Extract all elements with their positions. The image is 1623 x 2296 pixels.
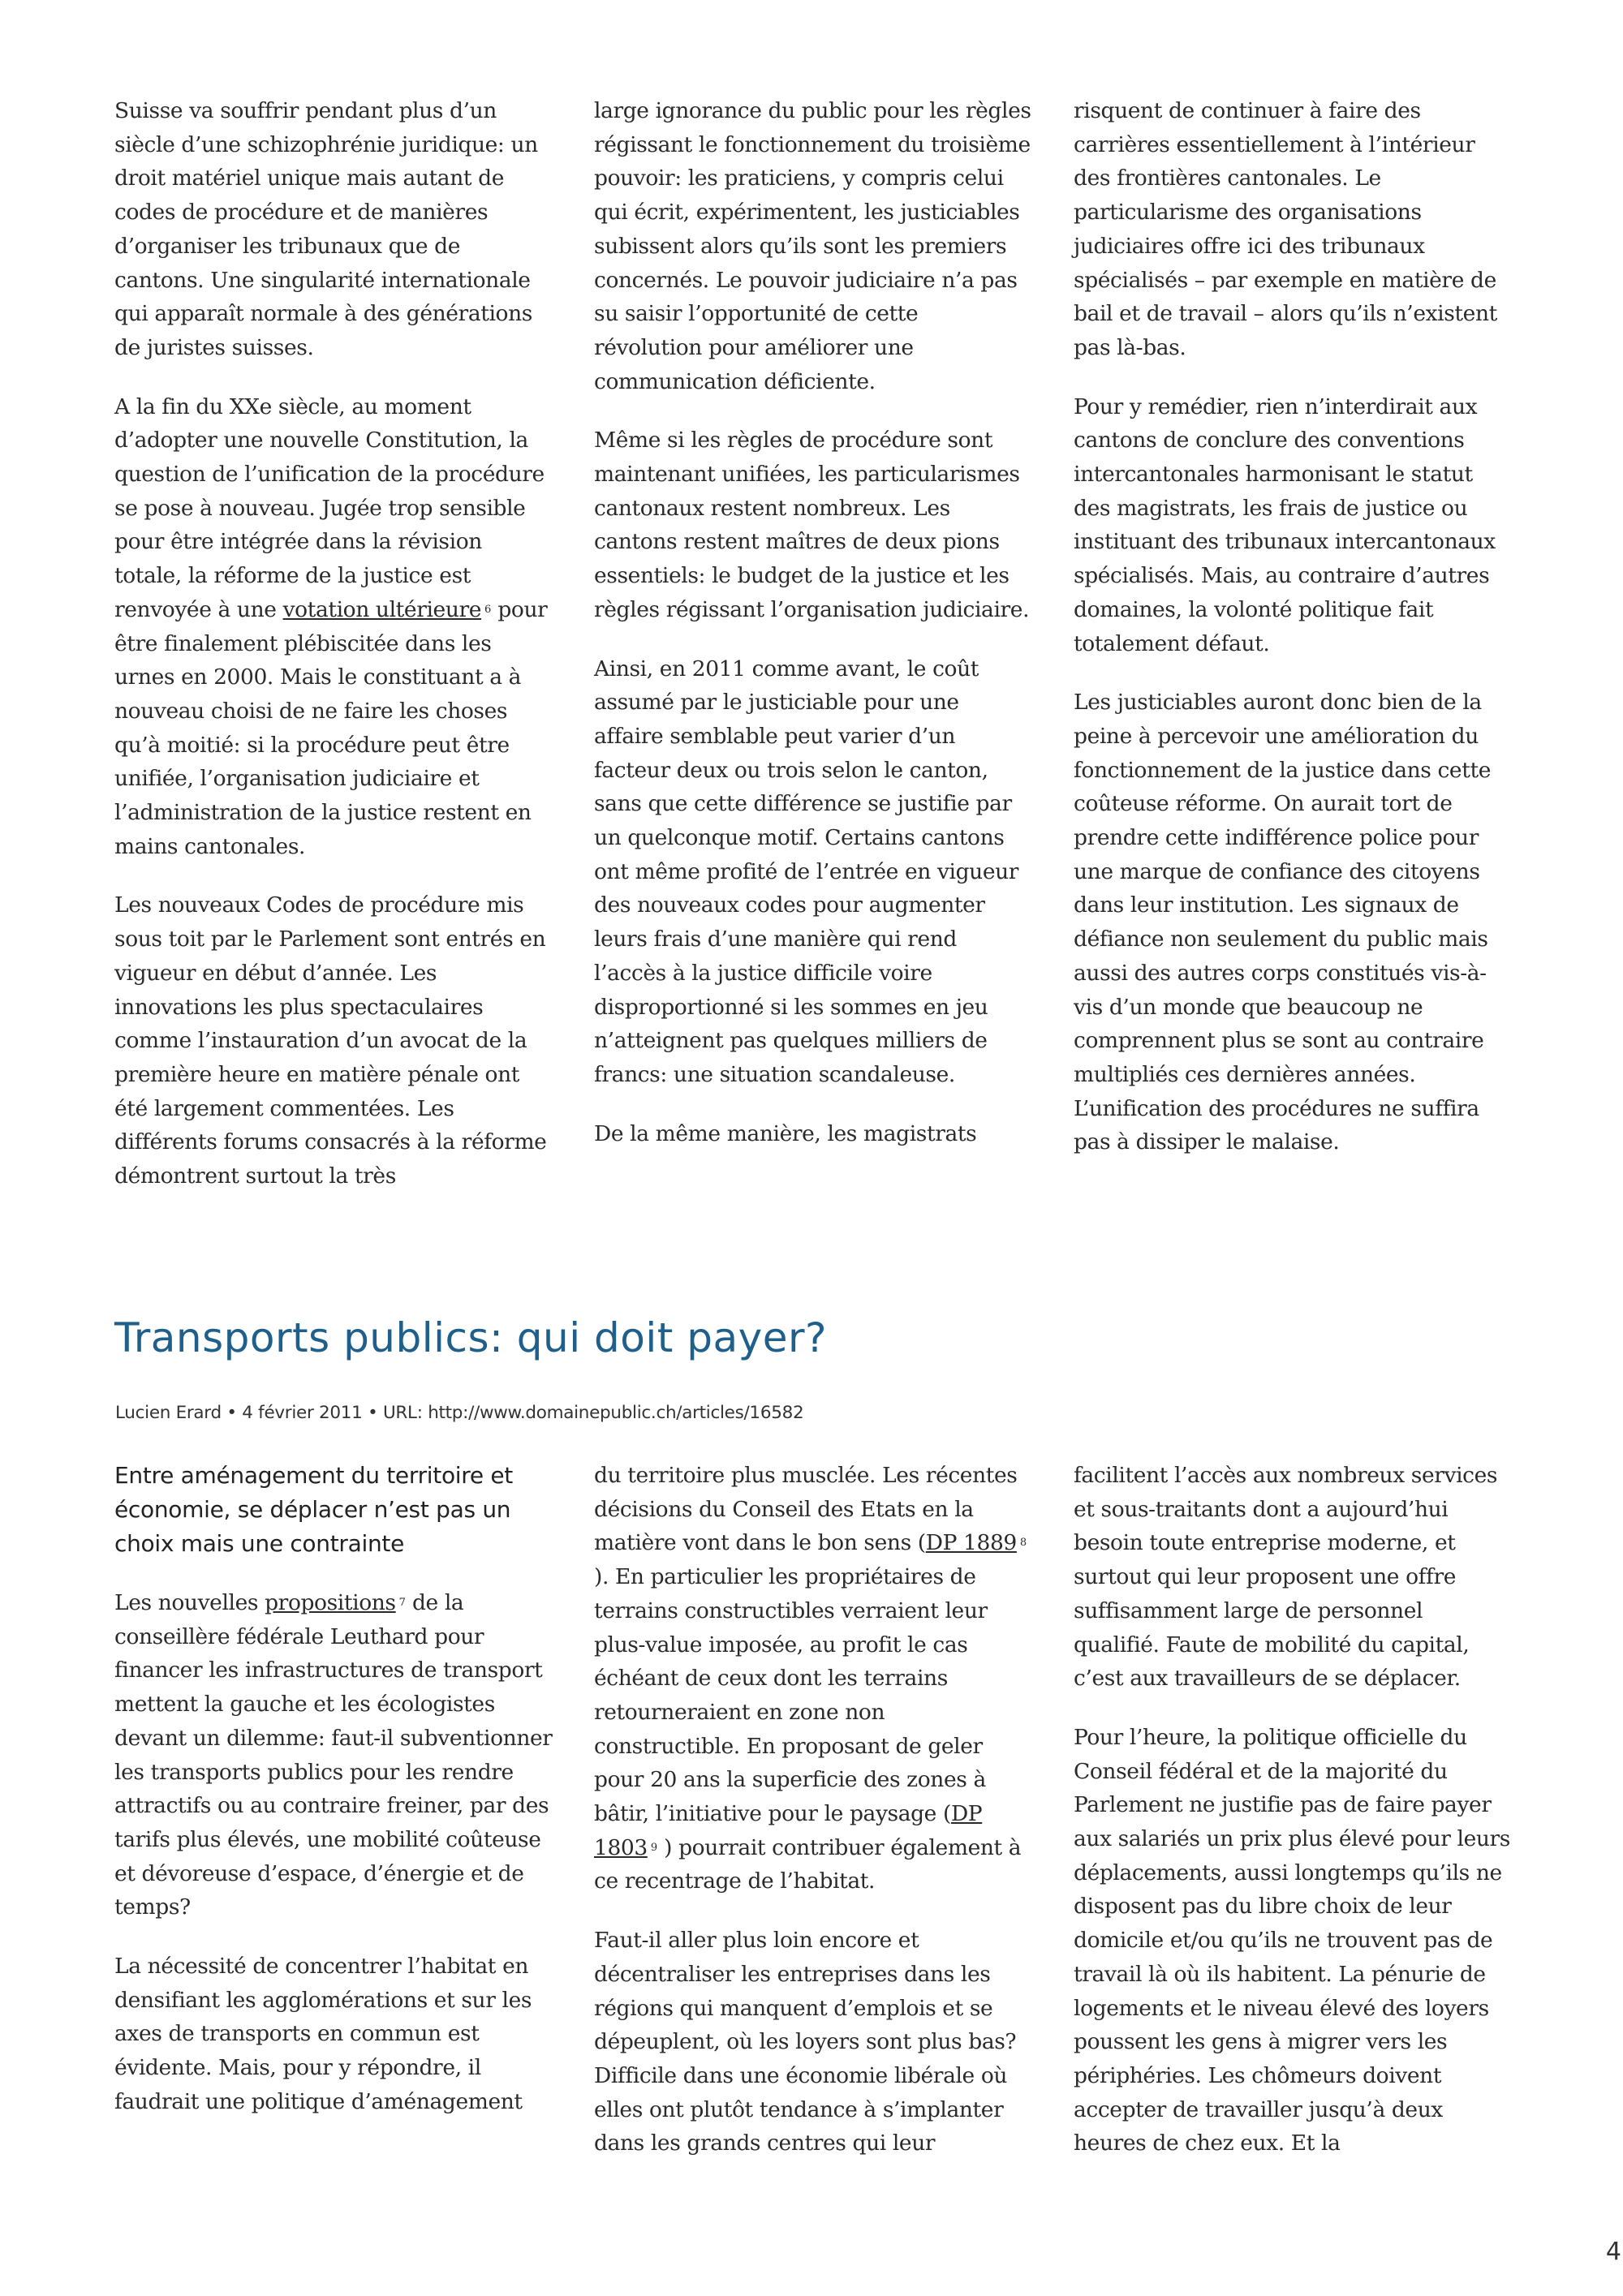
paragraph: Les justiciables auront donc bien de la peine à percevoir une amélioration du fonctionnement de la justice dans cette coûteuse réforme. On aurait tort de prendre cette indifférence police pour une marque de confiance des citoyens dans leur institution. Les signaux de défiance non seulement du public mais aussi des autres corps constitués vis-à-vis d’un monde que beaucoup ne comprennent plus se sont au contraire multipliés ces dernières années. L’unification des procédures ne suffira pas à dissiper le malaise. [1074, 690, 1491, 1155]
paragraph: La nécessité de concentrer l’habitat en densifiant les agglomérations et sur les axes de transports en commun est évidente. Mais, pour y répondre, il faudrait une politique d’aménagement [114, 1954, 532, 2114]
paragraph-text: du territoire plus musclée. Les récentes décisions du Conseil des Etats en la matière vont dans le bon sens ( [594, 1463, 1018, 1556]
article1-column-3 [1074, 94, 1512, 1185]
article2-column-2 [594, 1459, 1032, 2186]
paragraph: Ainsi, en 2011 comme avant, le coût assumé par le justiciable pour une affaire semblable peut varier d’un facteur deux ou trois selon le canton, sans que cette différence se justifie par un quelconque motif. Certains cantons ont même profité de l’entrée en vigueur des nouveaux codes pour augmenter leurs frais d’une manière qui rend l’accès à la justice difficile voire disproportionné si les sommes en jeu n’atteignent pas quelques milliers de francs: une situation scandaleuse. [594, 656, 1019, 1087]
article-title: Transports publics: qui doit payer? [114, 1314, 828, 1361]
paragraph [114, 390, 553, 864]
paragraph: Même si les règles de procédure sont maintenant unifiées, les particularismes cantonaux restent nombreux. Les cantons restent maîtres de deux pions essentiels: le budget de la justice et les règles régissant l’organisation judiciaire. [594, 428, 1030, 622]
link-propositions[interactable]: propositions [265, 1590, 396, 1615]
article-lede: Entre aménagement du territoire et économie, se déplacer n’est pas un choix mais une contrainte [114, 1462, 513, 1557]
paragraph-text: pour être finalement plébiscitée dans les urnes en 2000. Mais le constituant a à nouveau choisi de ne faire les choses qu’à moitié: si la procédure peut être unifiée, l’organisation judiciaire et l’administration de la justice restent en mains cantonales. [114, 596, 548, 859]
paragraph [114, 1586, 553, 1924]
paragraph: De la même manière, les magistrats [594, 1120, 977, 1146]
footnote-marker: 9 [650, 1841, 658, 1854]
link-dp-1803[interactable]: DP 1803 [594, 1801, 983, 1860]
article2-column-3 [1074, 1459, 1512, 2186]
article1-column-2 [594, 94, 1032, 1176]
article-byline: Lucien Erard • 4 février 2011 • URL: http://www.domainepublic.ch/articles/16582 [115, 1403, 804, 1423]
paragraph: Pour y remédier, rien n’interdirait aux cantons de conclure des conventions intercantonales harmonisant le statut des magistrats, les frais de justice ou instituant des tribunaux intercantonaux spécialisés. Mais, au contraire d’autres domaines, la volonté politique fait totalement défaut. [1074, 393, 1496, 656]
footnote-marker: 6 [484, 603, 492, 616]
paragraph: risquent de continuer à faire des carrières essentiellement à l’intérieur des frontières cantonales. Le particularisme des organisations judiciaires offre ici des tribunaux spécialisés – par exemple en matière de bail et de travail – alors qu’ils n’existent pas là-bas. [1074, 98, 1497, 360]
paragraph-text: A la fin du XXe siècle, au moment d’adopter une nouvelle Constitution, la question de l’unification de la procédure se pose à nouveau. Jugée trop sensible pour être intégrée dans la révision totale, la réforme de la justice est renvoyée à une [114, 393, 545, 622]
article2-column-1 [114, 1459, 553, 2144]
paragraph: Faut-il aller plus loin encore et décentraliser les entreprises dans les régions qui manquent d’emplois et se dépeuplent, où les loyers sont plus bas? Difficile dans une économie libérale où elles ont plutôt tendance à s’implanter dans les grands centres qui leur [594, 1928, 1017, 2156]
paragraph [594, 1459, 1032, 1898]
paragraph-text: ). En particulier les propriétaires de terrains constructibles verraient leur plus-value imposée, au profit le cas échéant de ceux dont les terrains retourneraient en zone non constructible. En proposant de geler pour 20 ans la superficie des zones à bâtir, l’initiative pour le paysage ( [594, 1564, 988, 1827]
paragraph-text: de la conseillère fédérale Leuthard pour financer les infrastructures de transport mettent la gauche et les écologistes devant un dilemme: faut-il subventionner les transports publics pour les rendre attractifs ou au contraire freiner, par des tarifs plus élevés, une mobilité coûteuse et dévoreuse d’espace, d’énergie et de temps? [114, 1590, 553, 1920]
link-dp-1889[interactable]: DP 1889 [925, 1530, 1017, 1556]
paragraph: Pour l’heure, la politique officielle du Conseil fédéral et de la majorité du Parlement ne justifie pas de faire payer aux salariés un prix plus élevé pour leurs déplacements, aussi longtemps qu’ils ne disposent pas du libre choix de leur domicile et/ou qu’ils ne trouvent pas de travail là où ils habitent. La pénurie de logements et le niveau élevé des loyers poussent les gens à migrer vers les périphéries. Les chômeurs doivent accepter de travailler jusqu’à deux heures de chez eux. Et la [1074, 1724, 1511, 2156]
paragraph: Les nouveaux Codes de procédure mis sous toit par le Parlement sont entrés en vigueur en début d’année. Les innovations les plus spectaculaires comme l’instauration d’un avocat de la première heure en matière pénale ont été largement commentées. Les différents forums consacrés à la réforme démontrent surtout la très [114, 892, 547, 1189]
link-votation-ulterieure[interactable]: votation ultérieure [282, 596, 482, 622]
paragraph-text: ) pourrait contribuer également à ce recentrage de l’habitat. [594, 1834, 1022, 1894]
footnote-marker: 7 [398, 1597, 406, 1609]
paragraph: large ignorance du public pour les règles régissant le fonctionnement du troisième pouvoir: les praticiens, y compris celui qui écrit, expérimentent, les justiciables subissent alors qu’ils sont les premiers concernés. Le pouvoir judiciaire n’a pas su saisir l’opportunité de cette révolution pour améliorer une communication déficiente. [594, 98, 1031, 394]
footnote-marker: 8 [1019, 1537, 1027, 1550]
paragraph: Suisse va souffrir pendant plus d’un siècle d’une schizophrénie juridique: un droit matériel unique mais autant de codes de procédure et de manières d’organiser les tribunaux que de cantons. Une singularité internationale qui apparaît normale à des générations de juristes suisses. [114, 98, 538, 360]
paragraph-text: Les nouvelles [114, 1590, 265, 1615]
article1-column-1 [114, 94, 553, 1219]
page-number: 4 [1605, 2238, 1621, 2266]
paragraph: facilitent l’accès aux nombreux services et sous-traitants dont a aujourd’hui besoin toute entreprise moderne, et surtout qui leur proposent une offre suffisamment large de personnel qualifié. Faute de mobilité du capital, c’est aux travailleurs de se déplacer. [1074, 1463, 1498, 1692]
